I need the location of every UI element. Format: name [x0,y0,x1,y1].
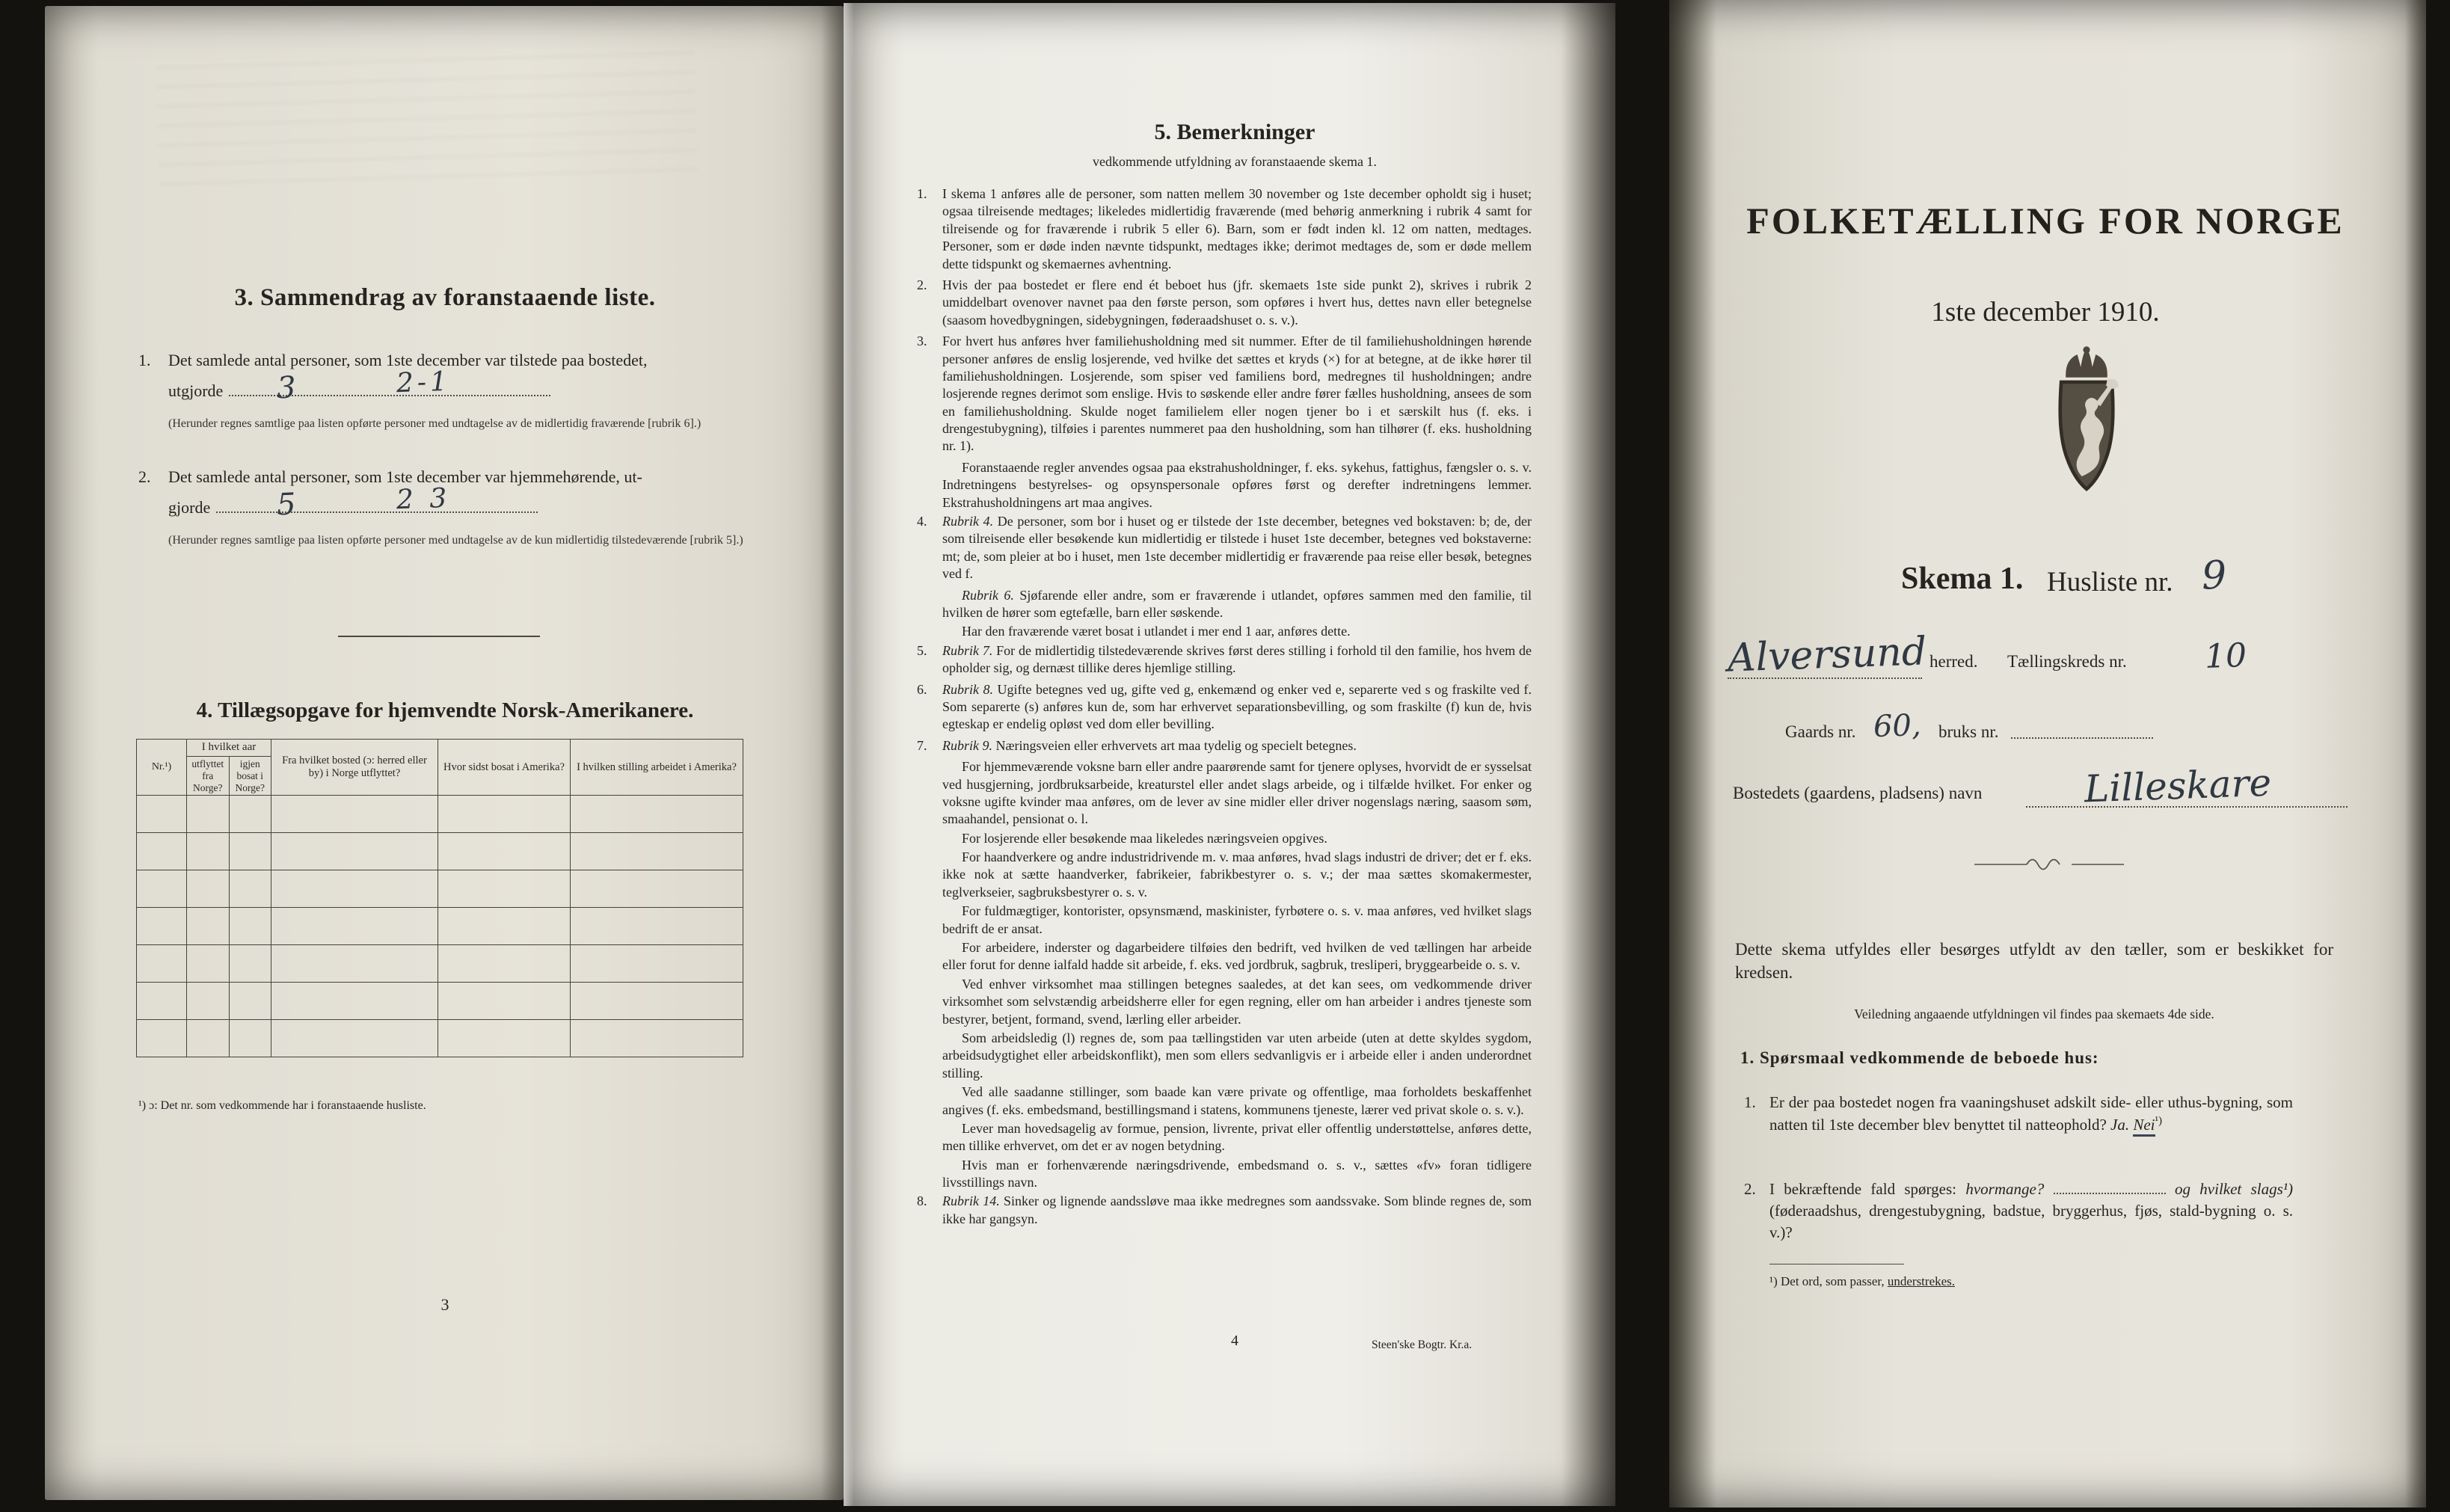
answer-ja: Ja. [2110,1115,2130,1134]
handwritten-split-resident: 2 3 [396,482,451,515]
item-footnote: (Herunder regnes samtlige paa listen opførte personer med undtagelse av de kun midlertidig tilstedeværende [rubrik 5].) [168,533,743,547]
item-number: 1. [138,351,151,369]
handwritten-total-present: 3 [276,370,297,406]
summary-item-resident [138,467,748,548]
table-row [137,945,743,983]
table-row [137,796,743,833]
para-text: Ugifte betegnes ved ug, gifte ved g, enkemænd og enker ved e, separerte ved s og fraskilte ved f. Som separerte (s) anføres kun de, som har erhvervet separationsbevilling, og som fraskilte (f) kun de, hvis egteskap er endelig opløst ved dom eller bevilling. [942,681,1532,732]
handwritten-district-number: 10 [2204,636,2247,676]
page-number: 3 [440,1295,449,1314]
para-number: 8. [917,1193,927,1209]
item-text: Det samlede antal personer, som 1ste december var tilstede paa bostedet, [168,351,648,369]
col-occupation: I hvilken stilling arbeidet i Amerika? [571,740,743,796]
item-body [168,467,748,548]
item-body [168,350,748,431]
question-number: 2. [1744,1180,1756,1198]
question-paren: (føderaadshus, drengestubygning, badstue, bryggerhus, fjøs, stald-bygning o. s. v.)? [1769,1201,2293,1241]
para-number: 6. [917,681,927,697]
question-number: 1. [1744,1093,1756,1111]
instruction-paragraph [917,277,1532,329]
instruction-paragraph [917,185,1532,273]
para-text: Hvis der paa bostedet er flere end ét beboet hus (jfr. skemaets 1ste side punkt 2), skrives i rubrik 2 umiddelbart ovenover navnet paa den første person, som opføres i hvert hus, dettes navn eller betegnelse (saasom hovedbygningen, sidebygningen, føderaadshuset o. s. v.). [942,277,1532,328]
footnote-ref: ¹) [2155,1114,2163,1127]
page-number: 4 [1231,1333,1238,1349]
summary-section-heading: 3. Sammendrag av foranstaaende liste. [234,284,656,311]
rubrik-lead: Rubrik 14. [942,1193,1000,1209]
residence-name-label: Bostedets (gaardens, pladsens) navn [1733,784,1983,802]
table-footnote: ¹) ɔ: Det nr. som vedkommende har i foranstaaende husliste. [138,1099,426,1112]
divider-flourish-icon [1974,854,2124,872]
col-nr: Nr.¹) [137,740,187,796]
para-text: For arbeidere, inderster og dagarbeidere tilføies den bedrift, ved hvilken de ved tællingen har arbeide eller forut for denne ialfald hadde sit arbeide, f. eks. ved jordbruk, sagbruk, tresliperi, bryggearbeide o. s. v. [942,940,1532,973]
section-divider-rule [338,636,540,637]
para-text: For hvert hus anføres hver familiehusholdning med sit nummer. Efter de til familiehusholdningen hørende personer anføres de enslig losjerende, ved hvilke det sættes et kryds (×) for at betegne, at de ikke hører til familiehusholdningen. Losjerende, som spiser ved familiens bord, medregnes til husholdningen; andre losjerende regnes derimot som enslige. Hvis to søskende eller andre fører fælles husholdning, ansees de som en familiehusholdning. Skulde noget familielem eller nogen tjener bo i et særskilt hus (f. eks. i drengestubygning), tilføies i parentes nummeret paa den husholdning, som han tilhører (f. eks. husholdning nr. 1). [942,334,1532,454]
instruction-paragraph [942,1120,1532,1155]
para-text: Ved alle saadanne stillinger, som baade kan være private og offentlige, maa forholdets beskaffenhet angives (f. eks. embedsmand, bestillingsmand i statens, kommunens tjeneste, lærer ved privat skole o. s. v.). [942,1084,1532,1117]
instruction-paragraph [942,623,1532,640]
enumeration-district-label: Tællingskreds nr. [2007,652,2127,671]
rubrik-lead: Rubrik 6. [962,587,1014,603]
table-row [137,1020,743,1057]
instruction-paragraph [942,830,1532,847]
ink-bleedthrough [156,43,697,185]
footnote-underlined-word: understrekes. [1887,1274,1956,1288]
para-text: Som arbeidsledig (l) regnes de, som paa tællingstiden var uten arbeide (uten at dette skyldes sygdom, arbeidsudygtighet eller arbeidskonflikt), men som ellers sedvanligvis er i arbeide eller i anden underordnet stilling. [942,1030,1532,1081]
rubrik-lead: Rubrik 4. [942,514,994,529]
table-row [137,870,743,908]
dotted-fill-line [1728,677,1922,679]
item-text: Det samlede antal personer, som 1ste december var hjemmehørende, ut- [168,467,642,486]
para-number: 3. [917,334,927,349]
instruction-paragraph [942,976,1532,1028]
farm-number-line [1785,707,2309,760]
residence-name-line [1733,760,2391,823]
houselist-label: Husliste nr. [2047,567,2173,597]
col-year-emigrated: utflyttet fra Norge? [187,756,230,796]
instruction-paragraph [942,939,1532,974]
census-title: FOLKETÆLLING FOR NORGE [1746,200,2345,242]
handwritten-farm-number: 60, [1873,707,1922,745]
page-footnote [1769,1274,1955,1289]
para-text: For fuldmægtiger, kontorister, opsynsmænd, maskinister, fyrbøtere o. s. v. maa anføres, ved hvilket slags bedrift de er ansat. [942,903,1532,936]
para-text: I skema 1 anføres alle de personer, som natten mellem 30 november og 1ste december opholdt sig i huset; ogsaa tilreisende medtages; likeledes midlertidig fraværende (med behørig anmerkning i rubrik 4 samt for tilreisende og for fraværende i rubrik 5 eller 6). Barn, som er født inden kl. 12 om natten, medtages. Personer, som er døde inden nævnte tidspunkt, medtages ikke; derimot medtages de, som er døde mellem dette tidspunkt og skemaernes avhentning. [942,186,1532,271]
filler-instruction: Dette skema utfyldes eller besørges utfyldt av den tæller, som er beskikket for kredsen. [1735,940,2333,983]
remarks-subheading: vedkommende utfyldning av foranstaaende skema 1. [1093,154,1377,169]
handwritten-total-resident: 5 [276,487,297,523]
instructions-text [917,185,1532,1232]
item-number: 2. [138,467,151,486]
para-text: Ved enhver virksomhet maa stillingen betegnes saaledes, at det kan sees, om vedkommende driver virksomhet som selvstændig arbeidsherre eller for egen regning, eller om han arbeider i andres tjeneste som bestyrer, betjent, formand, svend, lærling eller arbeider. [942,976,1532,1027]
para-number: 5. [917,642,927,658]
right-page-content [1669,0,2426,1508]
right-page [1669,0,2426,1508]
instruction-paragraph [942,758,1532,829]
para-text: Sinker og lignende aandssløve maa ikke medregnes som aandssvake. Som blinde regnes de, som ikke har gangsyn. [942,1193,1532,1226]
census-date: 1ste december 1910. [1931,297,2160,328]
question-text: Er der paa bostedet nogen fra vaaningshuset adskilt side- eller uthus-bygning, som natten til 1ste december blev benyttet til natteophold? [1769,1093,2293,1134]
para-text: Lever man hovedsagelig av formue, pension, livrente, privat eller offentlig understøttelse, anføres dette, men tillike erhvervet, om det er av nogen betydning. [942,1120,1532,1154]
col-year-group: I hvilket aar [187,740,271,757]
col-last-residence: Hvor sidst bosat i Amerika? [438,740,571,796]
instruction-paragraph [942,903,1532,938]
handwritten-residence-name: Lilleskare [2084,760,2272,811]
instruction-paragraph [942,459,1532,511]
para-text: Sjøfarende eller andre, som er fraværende i utlandet, opføres sammen med den familie, til hvilken de hører som egtefælle, barn eller søskende. [942,587,1532,620]
instruction-paragraph [917,333,1532,455]
dotted-fill-line [2054,1178,2166,1194]
para-text: For hjemmeværende voksne barn eller andre paarørende samt for tjenere oplyses, hvorvidt de er sysselsat ved husgjerning, jordbruksarbeide, kreaturstel eller andet slags arbeide, og i tilfælde hvilket. For enker og voksne ugifte kvinder maa anføres, om de lever av sine midler eller driver nogenslags næring, saasom søm, smaahandel, pensionat o. l. [942,759,1532,827]
para-number: 4. [917,514,927,529]
instruction-paragraph [917,513,1532,583]
handwritten-municipality: Alversund [1727,629,1928,681]
header-row-group [137,740,743,757]
para-text: De personer, som bor i huset og er tilstede der 1ste december, betegnes ved bokstaven: b; de, der som tilreisende eller besøkende kun midlertidig er tilstede i huset 1ste december, betegnes ved bokstaverne: mt; de, som pleier at bo i huset, men 1ste december midlertidig er fraværende paa reise eller besøk, betegnes ved f. [942,514,1532,582]
para-text: Har den fraværende været bosat i utlandet i mer end 1 aar, anføres dette. [962,624,1351,639]
fill-prefix: gjorde [168,497,211,517]
left-page [45,6,844,1500]
herred-label: herred. [1929,652,1978,671]
printer-imprint: Steen'ske Bogtr. Kr.a. [1372,1339,1473,1351]
instruction-paragraph [942,587,1532,622]
col-year-returned: igjen bosat i Norge? [229,756,271,796]
item-footnote: (Herunder regnes samtlige paa listen opførte personer med undtagelse av de midlertidig fraværende [rubrik 6].) [168,417,701,430]
value-fill-line [168,366,748,414]
question-1 [1744,1092,2293,1136]
question-2 [1744,1178,2294,1244]
table-row [137,833,743,870]
farm-number-label: Gaards nr. [1785,722,1856,741]
instruction-paragraph [917,642,1532,677]
para-text: Hvis man er forhenværende næringsdrivende, embedsmand o. s. v., sættes «fv» foran tidligere livsstillings navn. [942,1157,1532,1190]
para-number: 1. [917,186,927,201]
col-from-where: Fra hvilket bosted (ɔ: herred eller by) i Norge utflyttet? [271,740,438,796]
answer-nei-underlined: Nei [2133,1116,2155,1137]
left-page-content [45,6,844,1500]
rubrik-lead: Rubrik 8. [942,681,993,697]
middle-page [844,3,1615,1506]
para-text: For de midlertidig tilstedeværende skrives først deres stilling i forhold til den familie, hos hvem de opholder sig, og dernæst tillike deres hjemlige stilling. [942,642,1532,676]
instruction-paragraph [942,1030,1532,1082]
table-body [137,796,743,1057]
instruction-paragraph [917,681,1532,734]
coat-of-arms-icon [2027,342,2146,516]
handwritten-split-present: 2-1 [396,366,452,399]
question-text: I bekræftende fald spørges: [1769,1180,1956,1198]
instruction-paragraph [942,1084,1532,1119]
rubrik-lead: Rubrik 7. [942,642,993,658]
instruction-paragraph [917,1193,1532,1228]
holding-number-label: bruks nr. [1938,722,1999,741]
remarks-heading: 5. Bemerkninger [1154,120,1315,144]
schema-label: Skema 1. [1901,562,2024,596]
instruction-paragraph [942,849,1532,901]
table-row [137,908,743,945]
guidance-note: Veiledning angaaende utfyldningen vil findes paa skemaets 4de side. [1854,1007,2214,1021]
table-header [137,740,743,796]
handwritten-houselist-number: 9 [2200,553,2228,599]
para-text: Næringsveien eller erhvervets art maa tydelig og specielt betegnes. [995,737,1357,753]
para-number: 2. [917,277,927,292]
para-text: Foranstaaende regler anvendes ogsaa paa ekstrahusholdninger, f. eks. sykehus, fattighus, fængsler o. s. v. Indretningens bestyrelses- og opsynspersonale opføres først og derefter indretningens lemmer. Ekstrahusholdningens art maa angives. [942,459,1532,510]
fill-prefix: utgjorde [168,381,224,400]
middle-page-content [844,3,1615,1506]
schema-line [1669,553,2426,621]
para-number: 7. [917,737,927,753]
municipality-line [1727,629,2386,695]
dotted-fill-line [2011,737,2153,739]
para-text: For haandverkere og andre industridrivende m. v. maa anføres, hvad slags industri de driver; det er f. eks. ikke nok at sætte haandverker, fabrikeier, fabrikbestyrer o. s. v.; der maa sættes skomakermester, teglverkseier, sagbruksbestyrer o. s. v. [942,849,1532,900]
value-fill-line [168,482,748,530]
questions-heading: 1. Spørsmaal vedkommende de beboede hus: [1740,1048,2099,1067]
which-kind-label: og hvilket slags¹) [2174,1180,2294,1198]
americans-section-heading: 4. Tillægsopgave for hjemvendte Norsk-Amerikanere. [196,698,694,722]
how-many-label: hvormange? [1965,1180,2045,1198]
instruction-paragraph [942,1157,1532,1192]
summary-item-present [138,350,748,431]
table-row [137,983,743,1020]
para-text: For losjerende eller besøkende maa likeledes næringsveien opgives. [962,830,1327,846]
norwegian-americans-table [136,739,743,1057]
dotted-fill-line [216,494,538,513]
rubrik-lead: Rubrik 9. [942,737,992,753]
footnote-text: ¹) Det ord, som passer, [1769,1274,1888,1288]
instruction-paragraph [917,737,1532,755]
